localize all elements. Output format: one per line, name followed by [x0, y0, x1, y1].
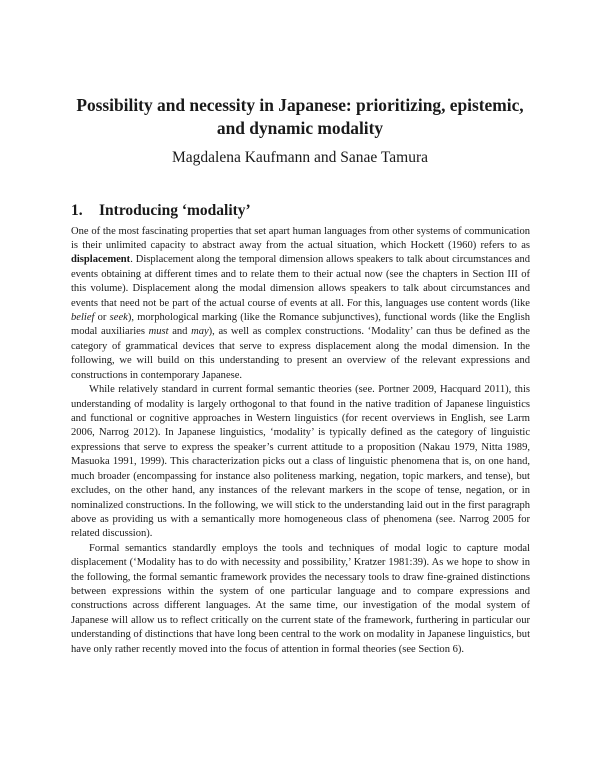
p1-text-e: and	[168, 326, 192, 338]
p1-text-c: or	[94, 312, 110, 324]
section-title: Introducing ‘modality’	[99, 202, 251, 219]
p1-text-f: ), as well as complex constructions. ‘Modality’ can thus be defined as the category of grammatical devices that serve to express displacement along the modal dimension. In the following, we will build on this understanding to present an overview of the relevant expressions and constructions in contemporary Japanese.	[71, 326, 530, 381]
example-belief: belief	[71, 312, 95, 324]
term-displacement: displacement	[71, 254, 131, 266]
title-line-2: and dynamic modality	[216, 117, 384, 138]
section-number: 1.	[71, 202, 83, 219]
authors: Magdalena Kaufmann and Sanae Tamura	[172, 149, 428, 166]
p1-text-d: ), morphological marking (like the Romance subjunctives), functional words (like the English modal auxiliaries	[71, 312, 530, 338]
section-heading	[71, 201, 251, 221]
paragraph-1	[71, 225, 530, 384]
paper-title	[40, 94, 560, 139]
example-must: must	[148, 326, 169, 338]
example-may: may	[191, 326, 209, 338]
paragraph-3: Formal semantics standardly employs the tools and techniques of modal logic to capture modal displacement (‘Modality has to do with necessity and possibility,’ Kratzer 1981:39). As we hope to show in the following, the formal semantic framework provides the necessary tools to draw fine-grained distinctions between expressions within the system of one particular language and to compare expressions and constructions across different languages. At the same time, our investigation of the modal system of Japanese will allow us to reflect critically on the current state of the framework, furthering in particular our understanding of distinctions that have long been central to the work on modality in Japanese linguistics, but have only rather recently moved into the focus of attention in formal theories (see Section 6).	[71, 542, 530, 655]
title-line-1: Possibility and necessity in Japanese: prioritizing, epistemic,	[76, 95, 524, 115]
p1-text-a: One of the most fascinating properties that set apart human languages from other systems of communication is their unlimited capacity to abstract away from the actual situation, which Hockett (1960) refers to as	[71, 225, 530, 251]
p1-text-b: . Displacement along the temporal dimension allows speakers to talk about circumstances and events obtaining at different times and to relate them to their actual now (see the chapters in Section III of this volume). Displacement along the modal dimension allows speakers to talk about circumstances and events that need not be part of the actual course of events at all. For this, languages use content words (like	[71, 254, 530, 309]
paragraph-2: While relatively standard in current formal semantic theories (see. Portner 2009, Hacquard 2011), this understanding of modality is largely orthogonal to that found in the native tradition of Japanese linguistics and functional or cognitive approaches in Western linguistics (for recent overviews in English, see Larm 2006, Narrog 2012). In Japanese linguistics, ‘modality’ is typically defined as the category of linguistic expressions that serve to express the speaker’s current attitude to a proposition (Nakau 1979, Nitta 1989, Masuoka 1991, 1999). This characterization picks out a class of linguistic phenomena that is, on one hand, much broader (encompassing for instance also politeness marking, negation, topic markers, and tense), but excludes, on the other hand, any instances of the relevant markers in the scope of tense, negation, or in nominalized constructions. In the following, we will stick to the understanding laid out in the first paragraph above as providing us with a semantically more homogeneous class of phenomena (see. Narrog 2005 for related discussion).	[71, 384, 530, 540]
example-seek: seek	[109, 312, 128, 324]
body-text	[71, 225, 530, 658]
